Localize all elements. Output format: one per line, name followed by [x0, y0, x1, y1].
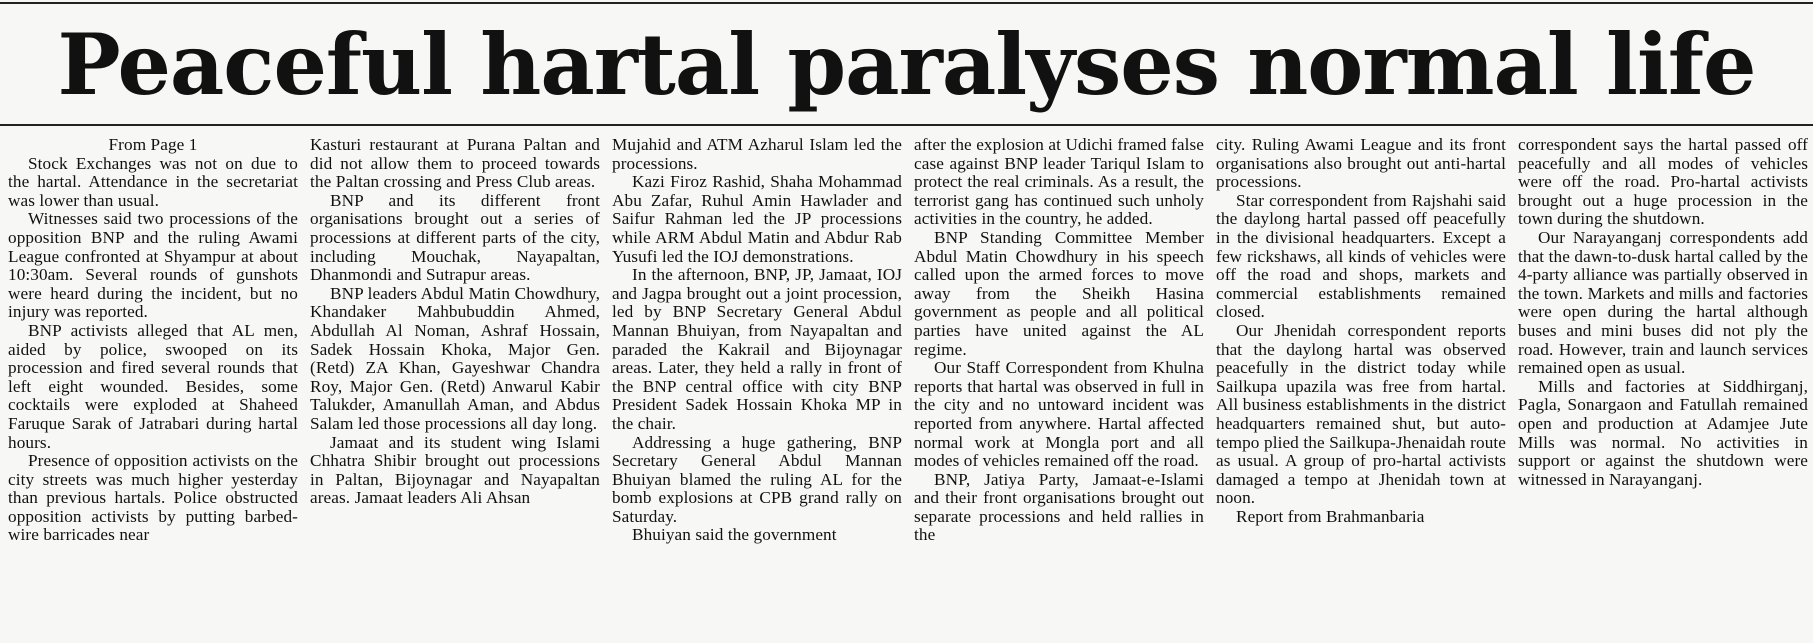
article-body [0, 136, 1813, 643]
paragraph: BNP leaders Abdul Matin Chowdhury, Khandaker Mahbubuddin Ahmed, Abdullah Al Noman, Ashraf Hossain, Sadek Hossain Khoka, Major Gen. (Retd) ZA Khan, Gayeshwar Chandra Roy, Major Gen. (Retd) Anwarul Kabir Talukder, Amanullah Aman, and Abdus Salam led those processions all day long. [310, 283, 600, 433]
paragraph: Our Staff Correspondent from Khulna reports that hartal was observed in full in the city and no untoward incident was reported from anywhere. Hartal affected normal work at Mongla port and all modes of vehicles remained off the road. [914, 358, 1204, 471]
column-2 [310, 136, 600, 643]
paragraph: BNP, Jatiya Party, Jamaat-e-Islami and their front organisations brought out separate processions and held rallies in the [914, 469, 1204, 545]
paragraph: after the explosion at Udichi framed false case against BNP leader Tariqul Islam to protect the real criminals. As a result, the terrorist gang has continued such unholy activities in the country, he added. [914, 136, 1204, 229]
paragraph: Mills and factories at Siddhirganj, Pagla, Sonargaon and Fatullah remained open and production at Adamjee Jute Mills was normal. No activities in support or against the shutdown were witnessed in Narayanganj. [1518, 376, 1808, 489]
paragraph: Bhuiyan said the government [632, 525, 837, 545]
paragraph: BNP and its different front organisations brought out a series of processions at different parts of the city, including Mouchak, Nayapaltan, Dhanmondi and Sutrapur areas. [310, 190, 600, 285]
paragraph: city. Ruling Awami League and its front organisations also brought out anti-hartal processions. [1216, 136, 1506, 192]
column-5 [1216, 136, 1506, 643]
paragraph: Report from Brahmanbaria [1236, 506, 1425, 526]
paragraph: In the afternoon, BNP, JP, Jamaat, IOJ and Jagpa brought out a joint procession, led by BNP Secretary General Abdul Mannan Bhuiyan, from Nayapaltan and paraded the Kakrail and Bijoynagar areas. Later, they held a rally in front of the BNP central office with city BNP President Sadek Hossain Khoka MP in the chair. [612, 265, 902, 433]
paragraph: Witnesses said two processions of the opposition BNP and the ruling Awami League confronted at Shyampur at about 10:30am. Several rounds of gunshots were heard during the incident, but no injury was reported. [8, 209, 298, 322]
jump-kicker: From Page 1 [108, 136, 198, 154]
paragraph: Mujahid and ATM Azharul Islam led the processions. [612, 136, 902, 173]
paragraph: Kasturi restaurant at Purana Paltan and did not allow them to proceed towards the Paltan crossing and Press Club areas. [310, 136, 600, 192]
column-3 [612, 136, 902, 643]
paragraph: BNP Standing Committee Member Abdul Matin Chowdhury in his speech called upon the armed forces to move away from the Sheikh Hasina government as people and all political parties have united against the AL regime. [914, 227, 1204, 359]
paragraph: Addressing a huge gathering, BNP Secretary General Abdul Mannan Bhuiyan blamed the ruling AL for the bomb explosions at CPB grand rally on Saturday. [612, 432, 902, 526]
paragraph: Our Narayanganj correspondents add that the dawn-to-dusk hartal called by the 4-party alliance was partially observed in the town. Markets and mills and factories were open during the hartal although buses and mini buses did not ply the road. However, train and launch services remained open as usual. [1518, 227, 1808, 378]
column-4 [914, 136, 1204, 643]
top-rule [0, 2, 1813, 4]
paragraph: Star correspondent from Rajshahi said the daylong hartal passed off peacefully in the divisional headquarters. Except a few rickshaws, all kinds of vehicles were off the road and shops, markets and commercial establishments remained closed. [1216, 190, 1506, 322]
column-1 [8, 136, 298, 643]
headline-rule [0, 124, 1813, 126]
paragraph: correspondent says the hartal passed off peacefully and all modes of vehicles were off the road. Pro-hartal activists brought out a huge procession in the town during the shutdown. [1518, 136, 1808, 229]
paragraph: Kazi Firoz Rashid, Shaha Mohammad Abu Zafar, Ruhul Amin Hawlader and Saifur Rahman led the JP processions while ARM Abdul Matin and Abdur Rab Yusufi led the IOJ demonstrations. [612, 172, 902, 266]
paragraph: Jamaat and its student wing Islami Chhatra Shibir brought out processions in Paltan, Bijoynagar and Nayapaltan areas. Jamaat leaders Ali Ahsan [310, 432, 600, 508]
column-6 [1518, 136, 1808, 643]
paragraph: Stock Exchanges was not on due to the hartal. Attendance in the secretariat was lower than usual. [8, 153, 298, 210]
paragraph: BNP activists alleged that AL men, aided by police, swooped on its procession and fired several rounds that left eight wounded. Besides, some cocktails were exploded at Shaheed Faruque Sarak of Jatrabari during hartal hours. [8, 320, 298, 452]
paragraph: Our Jhenidah correspondent reports that the daylong hartal was observed peacefully in the district today while Sailkupa upazila was free from hartal. All business establishments in the district headquarters remained shut, but auto-tempo plied the Sailkupa-Jhenaidah route as usual. A group of pro-hartal activists damaged a tempo at Jhenidah town at noon. [1216, 320, 1506, 508]
paragraph: Presence of opposition activists on the city streets was much higher yesterday than previous hartals. Police obstructed opposition activists by putting barbed-wire barricades near [8, 451, 298, 545]
headline: Peaceful hartal paralyses normal life [57, 15, 1756, 114]
